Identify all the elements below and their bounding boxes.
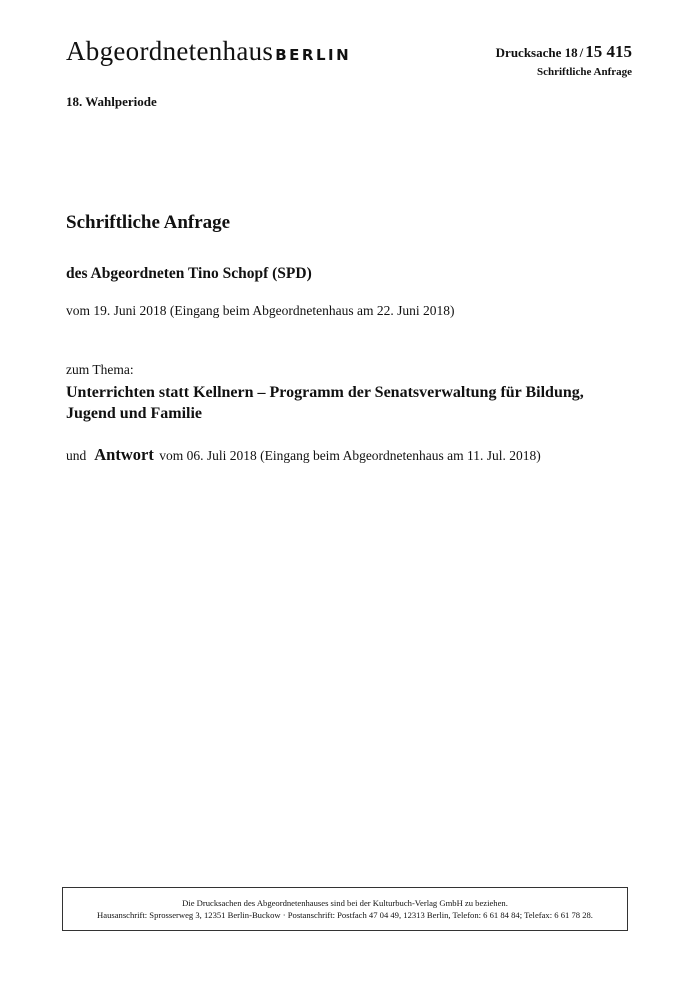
document-number: 15 415 <box>585 42 632 61</box>
author-line: des Abgeordneten Tino Schopf (SPD) <box>66 265 312 282</box>
topic-title-line-1: Unterrichten statt Kellnern – Programm der Senatsverwaltung für Bildung, <box>66 384 584 401</box>
document-prefix: Drucksache 18 <box>495 45 578 60</box>
answer-prefix: und <box>66 448 87 463</box>
logo-city: BERLIN <box>275 46 352 64</box>
footer-box <box>62 887 628 931</box>
footer-address: Hausanschrift: Sprosserweg 3, 12351 Berlin-Buckow · Postanschrift: Postfach 47 04 49, 12313 Berlin, Telefon: 6 61 84 84; Telefax: 6 61 78 28. <box>97 910 593 920</box>
parliament-logo <box>66 36 351 67</box>
document-separator: / <box>579 45 584 60</box>
answer-dateline <box>66 445 636 465</box>
inquiry-body <box>66 212 636 465</box>
topic-title-line-2: Jugend und Familie <box>66 405 203 422</box>
topic-title <box>66 382 636 424</box>
footer-distribution-note: Die Drucksachen des Abgeordnetenhauses sind bei der Kulturbuch-Verlag GmbH zu beziehen. <box>182 898 508 908</box>
page-title: Schriftliche Anfrage <box>66 212 231 233</box>
inquiry-dateline: vom 19. Juni 2018 (Eingang beim Abgeordnetenhaus am 22. Juni 2018) <box>66 303 455 318</box>
document-reference <box>496 42 632 78</box>
document-type: Schriftliche Anfrage <box>536 66 632 78</box>
answer-date: vom 06. Juli 2018 (Eingang beim Abgeordnetenhaus am 11. Jul. 2018) <box>159 448 541 463</box>
answer-keyword: Antwort <box>94 445 154 464</box>
logo-word: Abgeordnetenhaus <box>66 36 274 66</box>
document-number-line <box>496 42 632 62</box>
legislative-period: 18. Wahlperiode <box>66 94 157 109</box>
topic-label: zum Thema: <box>66 362 134 377</box>
